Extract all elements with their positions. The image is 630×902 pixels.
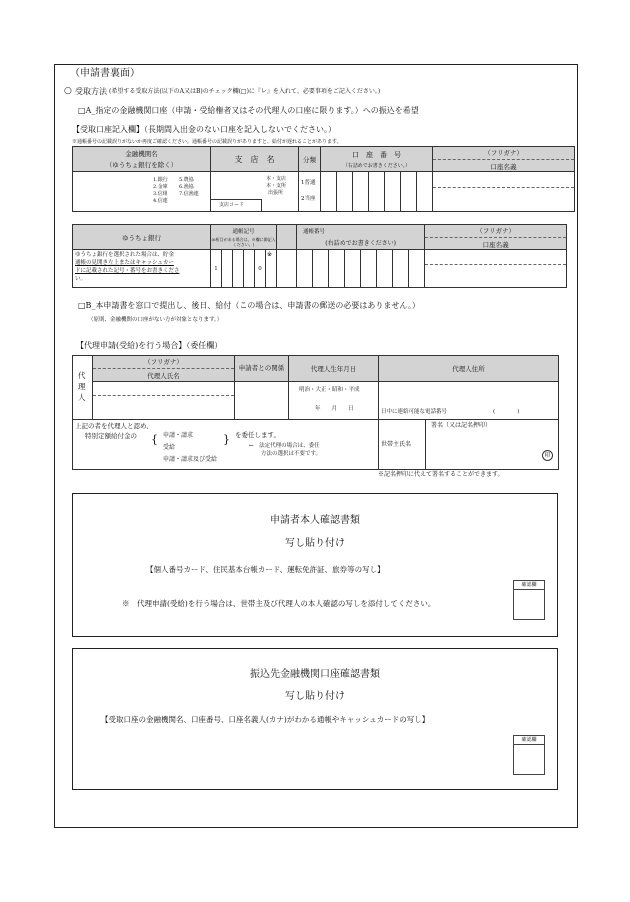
account-digit[interactable] [417,172,433,212]
proxy-name-field[interactable] [93,382,235,420]
number-digit[interactable] [361,250,377,288]
receipt-method-label: 受取方法 [75,87,107,96]
id-box-title: 申請者本人確認書類 [270,515,360,526]
account-holder-field[interactable] [433,172,575,212]
proxy-relation-header: 申請者との関係 [235,356,289,382]
passbook-symbol-header: 通帳記号 (6桁目がある場合は、※欄に御記入ください。) [211,225,277,250]
bank-name-header: 金融機関名 （ゆうちょ銀行を除く） [73,147,211,172]
symbol-digit[interactable] [244,250,255,288]
choice-receive[interactable]: 受給 [163,444,176,451]
number-digit[interactable] [345,250,361,288]
bank-account-table [72,146,575,212]
bank-box-docs: 【受取口座の金融機関名、口座番号、口座名義人(カナ)がわかる通帳やキャッシュカードの写し】 [101,715,430,724]
bank-box-title: 振込先金融機関口座確認書類 [250,669,380,680]
seal-mark: 印 [542,450,553,461]
option-a-checkbox-label[interactable]: □A_指定の金融機関口座（申請・受給権者又はその代理人の口座に限ります。）への振込を希望 [78,106,419,115]
branch-name-field[interactable]: 本・支店 本・支所 出張所 支店コード [211,172,299,212]
account-type-field[interactable]: 1普通 2当座 [299,172,321,212]
number-digit[interactable] [409,250,425,288]
receipt-method-note: (希望する受取方法(以下のA又はB)のチェック欄(□)に『レ』を入れて、必要事項をご記入ください。) [109,88,381,95]
account-number-header: 口 座 番 号 （右詰めでお書きください。） [321,147,433,172]
id-document-box [72,493,558,637]
symbol-digit[interactable] [233,250,244,288]
proxy-birth-header: 代理人生年月日 [289,356,379,382]
account-digit[interactable] [337,172,353,212]
yucho-holder-header: （フリガナ） 口座名義 [425,225,567,250]
number-digit[interactable] [393,250,409,288]
yucho-note: ゆうちょ銀行を選択された場合は、貯金 通帳の見開き左上またはキャッシュカー ドに記載された記号・番号をお書きくださ い。 [73,250,211,288]
number-digit[interactable] [329,250,345,288]
account-heading: 【受取口座記入欄】（長期間入出金のない口座を記入しないでください。） [72,125,336,134]
passbook-number-header: 通帳番号 (右詰めでお書きください) [297,225,425,250]
proxy-address-header: 代理人住所 [379,356,559,382]
circle-mark: ○ [64,86,72,96]
bank-name-field[interactable]: 1.銀行 2.金庫 3.信組 4.信連 5.農協 6.漁協 7.信漁連 [73,172,211,212]
account-warning: ※通帳番号の記載誤りがないか再度ご確認ください。通帳番号の記載誤りがありますと、給付が遅れることがあります。 [72,139,342,145]
number-digit[interactable] [377,250,393,288]
yucho-holder-field[interactable] [425,250,567,288]
account-holder-header: （フリガナ） 口座名義 [433,147,575,172]
id-box-note: ※ 代理申請(受給)を行う場合は、世帯主及び代理人の本人確認の写しを添付してください。 [122,599,436,608]
choice-apply[interactable]: 申請・請求 [163,432,194,439]
symbol-digit-6[interactable]: ※ [266,250,277,288]
proxy-address-field[interactable]: 日中に連絡可能な電話番号 ( ) [379,382,559,420]
account-digit[interactable] [353,172,369,212]
account-digit[interactable] [401,172,417,212]
id-check-box[interactable]: 確認欄 [513,580,545,620]
branch-code-label: 支店コード [219,202,245,208]
bank-box-subtitle: 写し貼り付け [285,691,345,702]
proxy-name-header: （フリガナ） 代理人氏名 [93,356,235,382]
account-digit[interactable] [321,172,337,212]
form-back-title: （申請書裏面） [70,68,140,79]
bank-check-box[interactable]: 確認欄 [513,735,545,775]
id-box-docs: 【個人番号カード、住民基本台帳カード、運転免許証、旅券等の写し】 [146,565,385,574]
number-digit[interactable] [313,250,329,288]
symbol-digit-1: 1 [211,250,222,288]
delegation-area: 上記の者を代理人と認め、 特別定額給付金の { 申請・請求 受給 申請・請求及び受給 } を委任します。 ← 法定代理の場合は、委任 方法の選択は不要です。 [73,420,379,470]
account-digit[interactable] [369,172,385,212]
proxy-birth-field[interactable]: 明治・大正・昭和・平成 年 月 日 [289,382,379,420]
proxy-heading: 【代理申請(受給)を行う場合】（委任欄） [76,341,223,350]
yucho-bank-header: ゆうちょ銀行 [73,225,211,250]
proxy-side-label: 代 理 人 [73,356,93,420]
householder-field[interactable]: 世帯主氏名 署名（又は記名押印） 印 [379,420,559,470]
option-b-checkbox-label[interactable]: □B_本申請書を窓口で提出し、後日、給付（この場合は、申請書の郵送の必要はありません。） [78,301,420,310]
yucho-table [72,224,567,288]
account-digit[interactable] [385,172,401,212]
account-type-header: 分類 [299,147,321,172]
symbol-digit[interactable] [222,250,233,288]
branch-name-header: 支 店 名 [211,147,299,172]
number-digit[interactable] [297,250,313,288]
proxy-relation-field[interactable] [235,382,289,420]
proxy-table [72,355,559,470]
option-b-note: （原則、金融機関の口座がない方が対象となります。） [88,317,223,323]
id-box-subtitle: 写し貼り付け [285,538,345,549]
symbol-digit-0: 0 [255,250,266,288]
proxy-footnote: ※記名押印に代えて署名することができます。 [378,471,504,478]
bank-document-box [72,648,558,790]
choice-both[interactable]: 申請・請求及び受給 [163,456,218,463]
